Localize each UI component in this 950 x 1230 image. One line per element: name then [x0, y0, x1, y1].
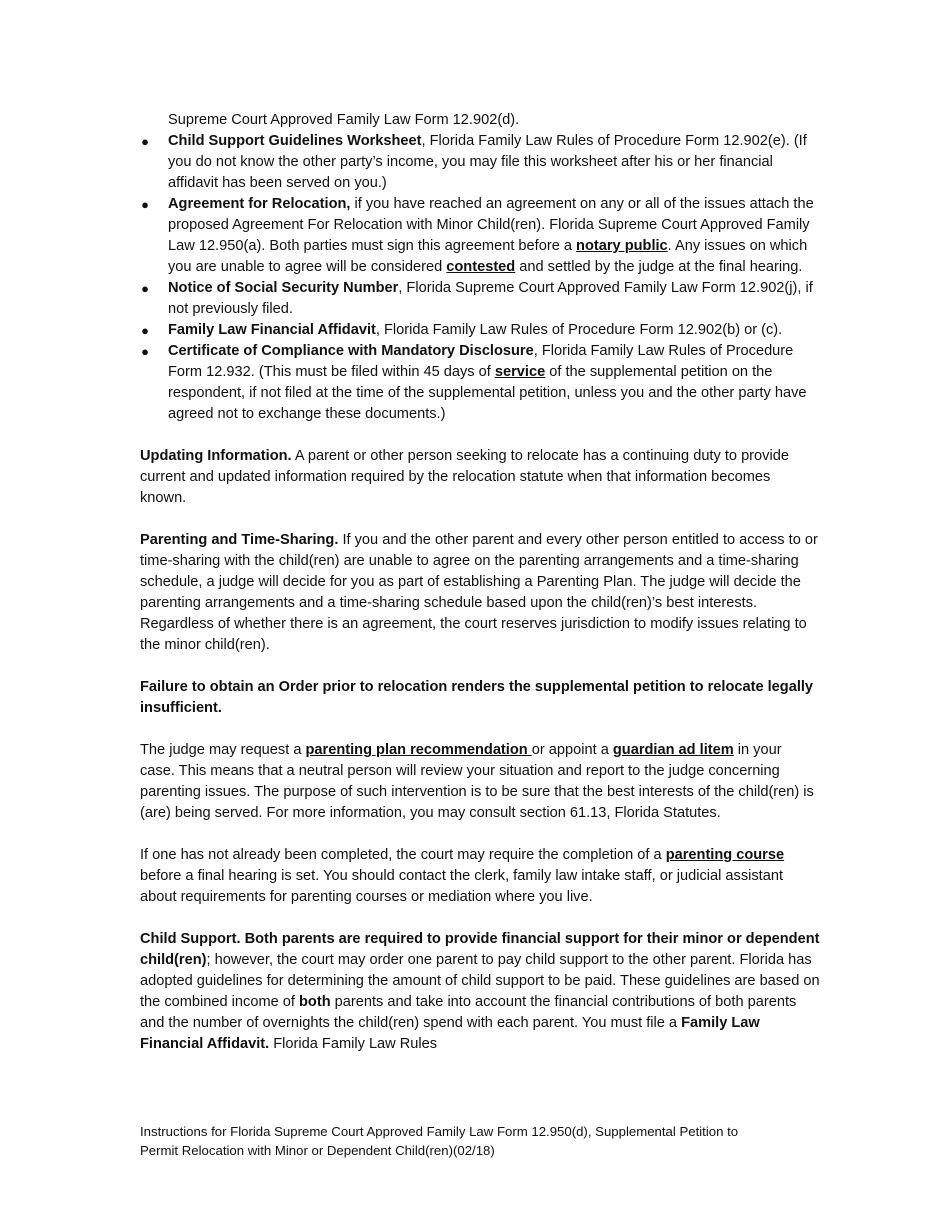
document-body [140, 110, 820, 1055]
guardian-ad-litem-link[interactable]: guardian ad litem [612, 742, 734, 758]
bullet-icon: ● [141, 281, 149, 296]
judge-paragraph: The judge may request a parenting plan recommendation or appoint a guardian ad litem in your case. This means that a neutral person will review your situation and report to the judge concerning parenting issues. The purpose of such intervention is to be sure that the best interests of the child(ren) is (are) being served. For more information, you may consult section 61.13, Florida Statutes. [140, 742, 814, 821]
list-item: ● Notice of Social Security Number, Florida Supreme Court Approved Family Law Form 12.902(j), if not previously filed. [141, 280, 813, 317]
list-item: ● Child Support Guidelines Worksheet, Florida Family Law Rules of Procedure Form 12.902(e). (If you do not know the other party’s income, you may file this worksheet after his or her financial affidavit has been served on you.) [141, 133, 807, 191]
notary-public-link[interactable]: notary public [576, 238, 668, 254]
bullet-icon: ● [141, 344, 149, 359]
bullet-icon: ● [141, 323, 149, 338]
updating-information-paragraph: Updating Information. A parent or other person seeking to relocate has a continuing duty to provide current and updated information required by the relocation statute when that information becomes known. [140, 448, 789, 506]
form-title: Agreement for Relocation, [168, 196, 351, 212]
parenting-course-link[interactable]: parenting course [665, 847, 785, 863]
form-title: Family Law Financial Affidavit [168, 322, 376, 338]
parenting-plan-recommendation-link[interactable]: parenting plan recommendation [305, 742, 532, 758]
form-title: Notice of Social Security Number [168, 280, 399, 296]
required-forms-list [140, 131, 820, 425]
page-footer [140, 1122, 820, 1160]
section-heading: Parenting and Time-Sharing. [140, 532, 339, 548]
service-link[interactable]: service [494, 364, 546, 380]
section-heading: Child Support. Both parents are required to provide financial support for their minor or dependent child(ren) [140, 931, 820, 968]
bullet-icon: ● [141, 197, 149, 212]
form-title: Certificate of Compliance with Mandatory Disclosure [168, 343, 534, 359]
bullet-icon: ● [141, 134, 149, 149]
financial-affidavit-ref: Family Law Financial Affidavit. [140, 1015, 760, 1052]
list-item: ● Family Law Financial Affidavit, Florida Family Law Rules of Procedure Form 12.902(b) or (c). [140, 320, 820, 341]
child-support-paragraph: Child Support. Both parents are required to provide financial support for their minor or dependent child(ren); however, the court may order one parent to pay child support to the other parent. Florida has adopted guidelines for determining the amount of child support to be paid. These guidelines are based on the combined income of both parents and take into account the financial contributions of both parents and the number of overnights the child(ren) spend with each parent. You must file a Family Law Financial Affidavit. Florida Family Law Rules [140, 931, 820, 1052]
contested-link[interactable]: contested [446, 259, 516, 275]
footer-line: Permit Relocation with Minor or Dependent Child(ren)(02/18) [140, 1143, 495, 1158]
form-title: Child Support Guidelines Worksheet [168, 133, 422, 149]
list-item: ● Agreement for Relocation, if you have reached an agreement on any or all of the issues attach the proposed Agreement For Relocation with Minor Child(ren). Florida Supreme Court Approved Family Law 12.950(a). Both parties must sign this agreement before a notary public. Any issues on which you are unable to agree will be considered contested and settled by the judge at the final hearing. [141, 196, 814, 275]
parenting-course-paragraph: If one has not already been completed, the court may require the completion of a parenting course before a final hearing is set. You should contact the clerk, family law intake staff, or judicial assistant about requirements for parenting courses or mediation where you live. [140, 847, 785, 905]
parenting-paragraph: Parenting and Time-Sharing. If you and the other parent and every other person entitled to access to or time-sharing with the child(ren) are unable to agree on the parenting arrangements and a time-sharing schedule, a judge will decide for you as part of establishing a Parenting Plan. The judge will decide the parenting arrangements and a time-sharing schedule based upon the child(ren)’s best interests. Regardless of whether there is an agreement, the court reserves jurisdiction to modify issues relating to the minor child(ren). [140, 532, 818, 653]
list-item: ● Certificate of Compliance with Mandatory Disclosure, Florida Family Law Rules of Procedure Form 12.932. (This must be filed within 45 days of service of the supplemental petition on the respondent, if not filed at the time of the supplemental petition, unless you and the other party have agreed not to exchange these documents.) [141, 343, 807, 422]
continuation-line: Supreme Court Approved Family Law Form 12.902(d). [168, 112, 520, 128]
section-heading: Updating Information. [140, 448, 292, 464]
failure-warning: Failure to obtain an Order prior to relocation renders the supplemental petition to relocate legally insufficient. [140, 679, 814, 716]
footer-line: Instructions for Florida Supreme Court Approved Family Law Form 12.950(d), Supplemental Petition to [140, 1124, 739, 1139]
